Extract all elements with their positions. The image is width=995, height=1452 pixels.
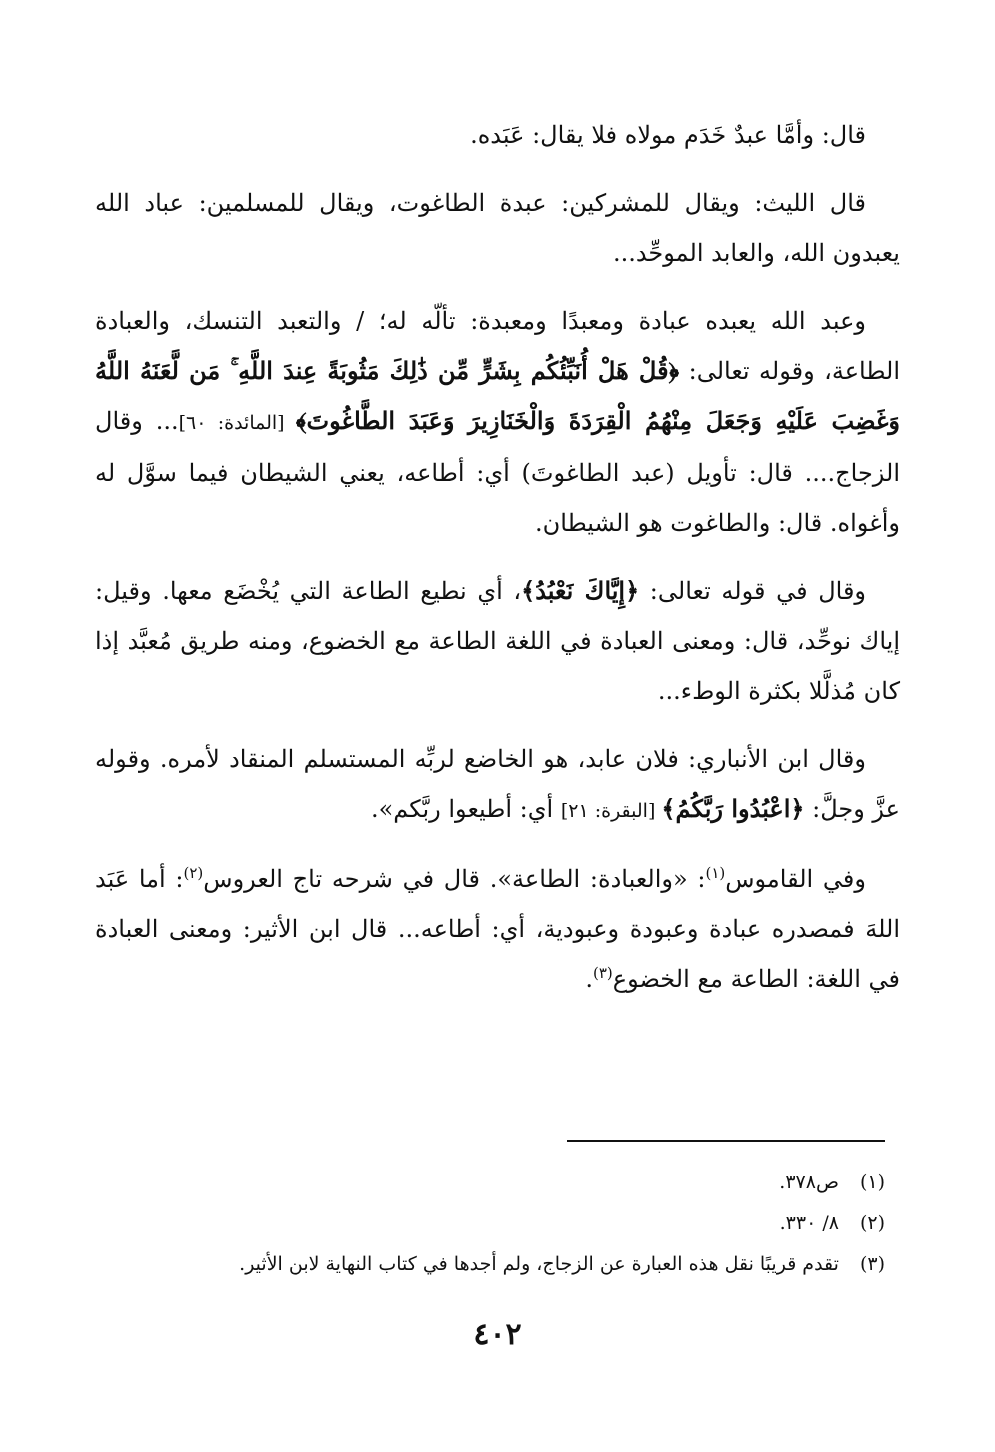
paragraph-5-after: أي: أطيعوا ربَّكم».	[370, 795, 561, 823]
verse-reference-maidah: [المائدة: ٦٠]	[178, 412, 296, 434]
page-body	[95, 110, 900, 1022]
quran-verse-maidah: ﴿قُلْ هَلْ أُنَبِّئُكُم بِشَرٍّ مِّن ذَٰلِكَ مَثُوبَةً عِندَ اللَّهِ ۚ مَن لَّعَنَهُ اللَّهُ وَغَضِبَ عَلَيْهِ وَجَعَلَ مِنْهُمُ الْقِرَدَةَ وَالْخَنَازِيرَ وَعَبَدَ الطَّاغُوتَ﴾	[95, 356, 901, 435]
footnote-2	[120, 1203, 885, 1244]
footnote-list	[120, 1162, 885, 1285]
footnote-3-text: تقدم قريبًا نقل هذه العبارة عن الزجاج، ولم أجدها في كتاب النهاية لابن الأثير.	[239, 1253, 839, 1275]
paragraph-4	[95, 566, 900, 716]
paragraph-4-before: وقال في قوله تعالى:	[639, 577, 866, 605]
paragraph-4-after: ، أي نطيع الطاعة التي يُخْضَع معها. وقيل: إياك نوحِّد، قال: ومعنى العبادة في اللغة الطاعة مع الخضوع، ومنه طريق مُعبَّد إذا كان مُذلَّلا بكثرة الوطء...	[95, 577, 900, 705]
paragraph-6	[95, 854, 900, 1004]
paragraph-6-part2: : «والعبادة: الطاعة». قال في شرحه تاج العروس	[203, 865, 706, 893]
page-number: ٤٠٢	[473, 1317, 522, 1352]
paragraph-5	[95, 734, 900, 836]
paragraph-3-before: وعبد الله يعبده عبادة ومعبدًا ومعبدة: تألّه له؛ / والتعبد التنسك، والعبادة الطاعة، وقوله تعالى:	[95, 307, 900, 385]
paragraph-1-text: قال: وأمَّا عبدٌ خَدَم مولاه فلا يقال: عَبَده.	[470, 121, 866, 149]
footnote-3-number: (٣)	[859, 1253, 885, 1275]
quran-verse-baqarah: ﴿اعْبُدُوا رَبَّكُمُ﴾	[661, 794, 805, 823]
paragraph-6-part1: وفي القاموس	[725, 865, 866, 893]
footnote-1-number: (١)	[859, 1171, 885, 1193]
footnote-1	[120, 1162, 885, 1203]
paragraph-5-before: وقال ابن الأنباري: فلان عابد، هو الخاضع لربِّه المستسلم المنقاد لأمره. وقوله عزَّ وجلَّ:	[95, 745, 900, 823]
paragraph-2-text: قال الليث: ويقال للمشركين: عبدة الطاغوت، ويقال للمسلمين: عباد الله يعبدون الله، والعابد الموحِّد...	[95, 189, 900, 267]
footnote-2-number: (٢)	[859, 1212, 885, 1234]
paragraph-6-part3: : أما عَبَد اللهَ فمصدره عبادة وعبودة وعبودية، أي: أطاعه... قال ابن الأثير: ومعنى العبادة في اللغة: الطاعة مع الخضوع	[95, 865, 900, 993]
footnote-separator	[567, 1140, 885, 1142]
footnote-marker-2[interactable]: (٢)	[183, 864, 204, 882]
quran-verse-fatiha: ﴿إِيَّاكَ نَعْبُدُ﴾	[521, 576, 640, 605]
paragraph-6-part4: .	[585, 965, 593, 993]
footnote-3	[120, 1244, 885, 1285]
footnote-marker-3[interactable]: (٣)	[592, 964, 613, 982]
footnote-2-text: ٨/ ٣٣٠.	[779, 1212, 839, 1234]
footnote-marker-1[interactable]: (١)	[705, 864, 726, 882]
paragraph-3	[95, 296, 900, 548]
paragraph-2	[95, 178, 900, 278]
paragraph-3-after: ... وقال الزجاج.... قال: تأويل (عبد الطاغوتَ) أي: أطاعه، يعني الشيطان فيما سوَّل له وأغواه. قال: والطاغوت هو الشيطان.	[95, 407, 900, 537]
paragraph-1	[95, 110, 900, 160]
footnote-1-text: ص٣٧٨.	[779, 1171, 839, 1193]
verse-reference-baqarah: [البقرة: ٢١]	[560, 800, 662, 822]
